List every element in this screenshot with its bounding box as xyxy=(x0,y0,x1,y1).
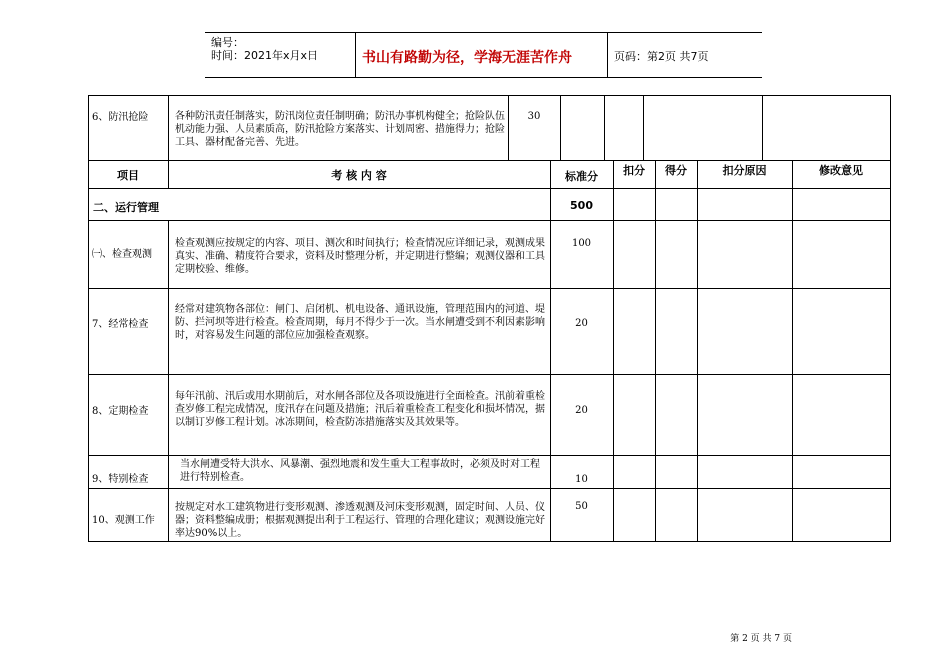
table-rule xyxy=(762,95,763,160)
section-title: 二、运行管理 xyxy=(93,201,159,214)
table-rule xyxy=(88,288,891,289)
row-score: 20 xyxy=(575,405,588,416)
table-rule xyxy=(560,95,561,160)
row-item: 9、特别检查 xyxy=(92,474,149,485)
table-rule xyxy=(88,95,891,96)
header-divider xyxy=(607,32,608,77)
col-content: 考 核 内 容 xyxy=(331,169,387,182)
col-obtained: 得分 xyxy=(665,164,687,177)
header-divider xyxy=(355,32,356,77)
row-item: 8、定期检查 xyxy=(92,406,149,417)
table-rule xyxy=(604,95,605,160)
row-content: 检查观测应按规定的内容、项目、测次和时间执行；检查情况应详细记录，观测成果真实、准确、精度符合要求，资料及时整理分析，并定期进行整编；观测仪器和工具定期校验、维修。 xyxy=(175,238,545,275)
row-score: 30 xyxy=(527,111,541,122)
table-rule xyxy=(890,95,891,541)
time-label: 时间：2021年x月x日 xyxy=(211,49,319,62)
row-content: 经常对建筑物各部位：闸门、启闭机、机电设备、通讯设施，管理范围内的河道、堤防、拦河坝等进行检查。检查周期，每月不得少于一次。当水闸遭受到不利因素影响时，对容易发生问题的部位应加强检查观察。 xyxy=(175,304,545,341)
row-item: ㈠、检查观测 xyxy=(92,249,152,260)
header-top-rule xyxy=(205,32,762,33)
table-rule xyxy=(168,220,169,541)
motto: 书山有路勤为径，学海无涯苦作舟 xyxy=(362,50,572,66)
table-rule xyxy=(88,488,891,489)
table-rule xyxy=(88,374,891,375)
page-footer: 第 2 页 共 7 页 xyxy=(730,634,792,644)
col-reason: 扣分原因 xyxy=(722,164,767,177)
section-score: 500 xyxy=(570,199,593,212)
table-rule xyxy=(88,541,891,542)
table-rule xyxy=(508,95,509,160)
row-score: 20 xyxy=(575,318,588,329)
col-opinion: 修改意见 xyxy=(819,164,863,177)
table-rule xyxy=(88,95,89,541)
col-standard: 标准分 xyxy=(565,170,598,183)
row-item: 10、观测工作 xyxy=(92,515,155,526)
row-score: 50 xyxy=(575,501,588,512)
serial-label: 编号： xyxy=(211,36,244,49)
table-rule xyxy=(613,160,614,541)
row-item: 6、防汛抢险 xyxy=(92,112,149,123)
table-rule xyxy=(697,160,698,541)
page-code: 页码：第2页 共7页 xyxy=(614,50,709,63)
table-rule xyxy=(792,160,793,541)
row-score: 100 xyxy=(571,238,592,249)
row-score: 10 xyxy=(575,474,588,485)
row-content: 当水闸遭受特大洪水、风暴潮、强烈地震和发生重大工程事故时，必须及时对工程进行特别检查。 xyxy=(180,459,540,483)
row-content: 各种防汛责任制落实，防汛岗位责任制明确；防汛办事机构健全；抢险队伍机动能力强、人员素质高，防汛抢险方案落实、计划周密、措施得力；抢险工具、器材配备完善、先进。 xyxy=(175,111,505,148)
row-content: 按规定对水工建筑物进行变形观测、渗透观测及河床变形观测，固定时间、人员、仪器；资料整编成册；根据观测提出利于工程运行、管理的合理化建议；观测设施完好率达90%以上。 xyxy=(175,502,545,539)
table-rule xyxy=(168,95,169,160)
col-item: 项目 xyxy=(117,169,139,182)
table-rule xyxy=(88,160,891,161)
table-rule xyxy=(655,160,656,541)
table-rule xyxy=(643,95,644,160)
header-bottom-rule xyxy=(205,77,762,78)
row-content: 每年汛前、汛后或用水期前后，对水闸各部位及各项设施进行全面检查。汛前着重检查岁修工程完成情况，度汛存在问题及措施；汛后着重检查工程变化和损坏情况，据以制订岁修工程计划。冰冻期间，检查防冻措施落实及其效果等。 xyxy=(175,391,545,428)
table-rule xyxy=(88,188,891,189)
row-item: 7、经常检查 xyxy=(92,319,149,330)
table-rule xyxy=(88,220,891,221)
table-rule xyxy=(88,455,891,456)
col-deduct: 扣分 xyxy=(623,164,645,177)
